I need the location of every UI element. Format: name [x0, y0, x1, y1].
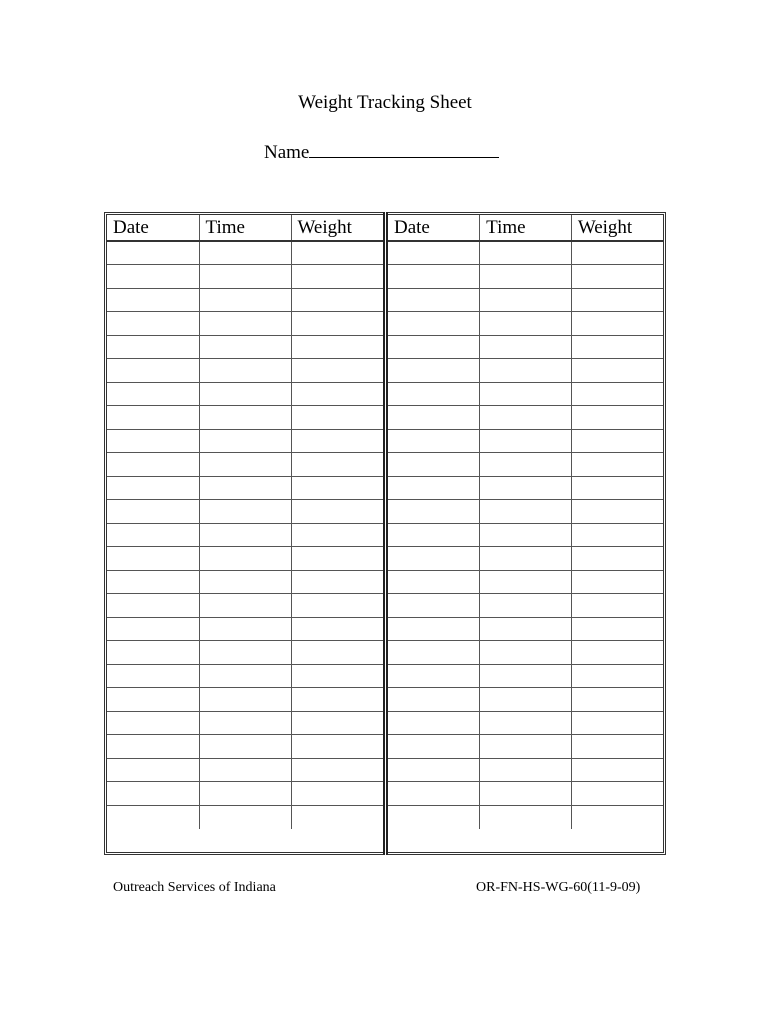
date-cell[interactable]: [107, 335, 199, 359]
date-cell[interactable]: [388, 641, 480, 665]
date-cell[interactable]: [107, 711, 199, 735]
table-row: [107, 265, 383, 289]
date-cell[interactable]: [388, 429, 480, 453]
table-row: [388, 735, 663, 759]
table-row: [107, 758, 383, 782]
weight-cell[interactable]: [571, 335, 663, 359]
time-cell[interactable]: [199, 406, 291, 430]
table-row: [388, 453, 663, 477]
date-cell[interactable]: [107, 570, 199, 594]
date-cell[interactable]: [107, 406, 199, 430]
date-cell[interactable]: [107, 476, 199, 500]
table-row: [107, 500, 383, 524]
date-cell[interactable]: [107, 782, 199, 806]
weight-cell[interactable]: [571, 617, 663, 641]
date-cell[interactable]: [388, 594, 480, 618]
time-cell[interactable]: [199, 688, 291, 712]
date-cell[interactable]: [107, 288, 199, 312]
date-cell[interactable]: [388, 312, 480, 336]
weight-cell[interactable]: [291, 758, 383, 782]
time-cell[interactable]: [199, 453, 291, 477]
right-table: [388, 215, 663, 829]
time-cell[interactable]: [480, 570, 572, 594]
weight-cell[interactable]: [291, 782, 383, 806]
weight-cell[interactable]: [291, 312, 383, 336]
weight-cell[interactable]: [291, 359, 383, 383]
weight-cell[interactable]: [291, 500, 383, 524]
table-row: [107, 241, 383, 265]
time-cell[interactable]: [199, 711, 291, 735]
table-row: [107, 641, 383, 665]
weight-cell[interactable]: [291, 594, 383, 618]
time-cell[interactable]: [199, 500, 291, 524]
table-row: [107, 382, 383, 406]
table-row: [107, 664, 383, 688]
tracking-table: [104, 212, 666, 855]
date-cell[interactable]: [388, 453, 480, 477]
weight-cell[interactable]: [571, 758, 663, 782]
table-row: [107, 735, 383, 759]
weight-cell[interactable]: [291, 288, 383, 312]
table-right-half: [388, 215, 663, 852]
time-cell[interactable]: [199, 382, 291, 406]
table-row: [388, 688, 663, 712]
weight-cell[interactable]: [291, 476, 383, 500]
table-row: [388, 594, 663, 618]
time-cell[interactable]: [480, 664, 572, 688]
page-title: Weight Tracking Sheet: [298, 92, 472, 113]
weight-cell[interactable]: [571, 805, 663, 829]
weight-cell[interactable]: [291, 429, 383, 453]
time-cell[interactable]: [480, 782, 572, 806]
date-cell[interactable]: [388, 735, 480, 759]
table-row: [388, 782, 663, 806]
date-cell[interactable]: [388, 500, 480, 524]
time-cell[interactable]: [199, 805, 291, 829]
time-cell[interactable]: [199, 476, 291, 500]
date-cell[interactable]: [107, 547, 199, 571]
table-row: [388, 617, 663, 641]
weight-cell[interactable]: [291, 547, 383, 571]
table-row: [107, 805, 383, 829]
weight-cell[interactable]: [291, 523, 383, 547]
weight-cell[interactable]: [571, 288, 663, 312]
date-cell[interactable]: [107, 735, 199, 759]
date-cell[interactable]: [107, 265, 199, 289]
time-cell[interactable]: [480, 594, 572, 618]
date-cell[interactable]: [107, 664, 199, 688]
table-row: [107, 594, 383, 618]
time-cell[interactable]: [199, 335, 291, 359]
time-cell[interactable]: [480, 453, 572, 477]
date-cell[interactable]: [107, 429, 199, 453]
table-row: [388, 476, 663, 500]
weight-cell[interactable]: [291, 688, 383, 712]
time-cell[interactable]: [199, 617, 291, 641]
weight-cell[interactable]: [571, 429, 663, 453]
weight-cell[interactable]: [291, 617, 383, 641]
date-cell[interactable]: [107, 758, 199, 782]
time-cell[interactable]: [480, 265, 572, 289]
date-cell[interactable]: [388, 335, 480, 359]
date-cell[interactable]: [388, 570, 480, 594]
column-header-date: Date: [107, 215, 199, 241]
time-cell[interactable]: [480, 735, 572, 759]
date-cell[interactable]: [107, 617, 199, 641]
weight-cell[interactable]: [291, 570, 383, 594]
table-row: [388, 758, 663, 782]
time-cell[interactable]: [480, 312, 572, 336]
table-row: [388, 288, 663, 312]
weight-cell[interactable]: [571, 782, 663, 806]
table-row: [107, 453, 383, 477]
time-cell[interactable]: [199, 735, 291, 759]
weight-cell[interactable]: [571, 312, 663, 336]
weight-cell[interactable]: [571, 547, 663, 571]
date-cell[interactable]: [388, 476, 480, 500]
time-cell[interactable]: [199, 664, 291, 688]
weight-cell[interactable]: [571, 476, 663, 500]
table-row: [107, 429, 383, 453]
table-row: [388, 359, 663, 383]
time-cell[interactable]: [480, 617, 572, 641]
table-row: [107, 288, 383, 312]
weight-cell[interactable]: [571, 664, 663, 688]
time-cell[interactable]: [480, 641, 572, 665]
table-row: [388, 265, 663, 289]
time-cell[interactable]: [480, 382, 572, 406]
date-cell[interactable]: [388, 265, 480, 289]
date-cell[interactable]: [107, 594, 199, 618]
time-cell[interactable]: [199, 429, 291, 453]
table-row: [388, 547, 663, 571]
date-cell[interactable]: [388, 805, 480, 829]
weight-cell[interactable]: [291, 735, 383, 759]
table-row: [388, 664, 663, 688]
column-header-date: Date: [388, 215, 480, 241]
name-field: [264, 141, 499, 164]
weight-cell[interactable]: [291, 641, 383, 665]
date-cell[interactable]: [107, 500, 199, 524]
header-row: [388, 215, 663, 241]
time-cell[interactable]: [199, 641, 291, 665]
time-cell[interactable]: [480, 429, 572, 453]
time-cell[interactable]: [199, 782, 291, 806]
time-cell[interactable]: [199, 359, 291, 383]
weight-cell[interactable]: [571, 594, 663, 618]
weight-cell[interactable]: [571, 241, 663, 265]
weight-cell[interactable]: [571, 359, 663, 383]
time-cell[interactable]: [480, 547, 572, 571]
table-row: [388, 570, 663, 594]
time-cell[interactable]: [199, 312, 291, 336]
time-cell[interactable]: [480, 288, 572, 312]
table-row: [107, 476, 383, 500]
weight-cell[interactable]: [571, 382, 663, 406]
column-header-time: Time: [199, 215, 291, 241]
date-cell[interactable]: [388, 782, 480, 806]
time-cell[interactable]: [199, 570, 291, 594]
time-cell[interactable]: [480, 359, 572, 383]
table-row: [107, 406, 383, 430]
name-blank-line[interactable]: [309, 141, 499, 158]
weight-cell[interactable]: [571, 500, 663, 524]
time-cell[interactable]: [480, 523, 572, 547]
date-cell[interactable]: [388, 547, 480, 571]
date-cell[interactable]: [388, 382, 480, 406]
time-cell[interactable]: [480, 805, 572, 829]
time-cell[interactable]: [199, 241, 291, 265]
date-cell[interactable]: [107, 523, 199, 547]
table-row: [388, 241, 663, 265]
table-row: [388, 429, 663, 453]
table-row: [107, 312, 383, 336]
date-cell[interactable]: [107, 805, 199, 829]
date-cell[interactable]: [388, 523, 480, 547]
name-label: Name: [264, 142, 310, 163]
table-row: [388, 500, 663, 524]
time-cell[interactable]: [480, 500, 572, 524]
date-cell[interactable]: [388, 241, 480, 265]
table-row: [107, 523, 383, 547]
weight-cell[interactable]: [571, 453, 663, 477]
table-row: [107, 711, 383, 735]
date-cell[interactable]: [388, 617, 480, 641]
weight-cell[interactable]: [571, 406, 663, 430]
weight-cell[interactable]: [291, 805, 383, 829]
time-cell[interactable]: [199, 265, 291, 289]
weight-cell[interactable]: [291, 453, 383, 477]
header-row: [107, 215, 383, 241]
table-row: [107, 359, 383, 383]
time-cell[interactable]: [480, 476, 572, 500]
weight-cell[interactable]: [571, 735, 663, 759]
organization-footer: Outreach Services of Indiana: [113, 880, 276, 895]
time-cell[interactable]: [199, 523, 291, 547]
time-cell[interactable]: [199, 758, 291, 782]
table-row: [388, 335, 663, 359]
table-row: [388, 523, 663, 547]
date-cell[interactable]: [107, 241, 199, 265]
column-header-time: Time: [480, 215, 572, 241]
weight-cell[interactable]: [291, 265, 383, 289]
date-cell[interactable]: [107, 641, 199, 665]
weight-cell[interactable]: [571, 570, 663, 594]
date-cell[interactable]: [388, 406, 480, 430]
table-row: [107, 688, 383, 712]
weight-cell[interactable]: [571, 688, 663, 712]
date-cell[interactable]: [107, 453, 199, 477]
date-cell[interactable]: [388, 288, 480, 312]
date-cell[interactable]: [388, 758, 480, 782]
date-cell[interactable]: [107, 359, 199, 383]
time-cell[interactable]: [199, 594, 291, 618]
weight-cell[interactable]: [291, 241, 383, 265]
weight-cell[interactable]: [571, 523, 663, 547]
date-cell[interactable]: [388, 688, 480, 712]
time-cell[interactable]: [480, 335, 572, 359]
time-cell[interactable]: [480, 711, 572, 735]
time-cell[interactable]: [480, 406, 572, 430]
weight-cell[interactable]: [291, 382, 383, 406]
table-row: [388, 382, 663, 406]
date-cell[interactable]: [388, 359, 480, 383]
weight-cell[interactable]: [571, 641, 663, 665]
weight-cell[interactable]: [571, 265, 663, 289]
table-row: [107, 570, 383, 594]
date-cell[interactable]: [107, 688, 199, 712]
time-cell[interactable]: [199, 547, 291, 571]
date-cell[interactable]: [388, 664, 480, 688]
time-cell[interactable]: [480, 688, 572, 712]
table-row: [107, 782, 383, 806]
left-table: [107, 215, 383, 829]
date-cell[interactable]: [107, 382, 199, 406]
table-row: [388, 312, 663, 336]
weight-cell[interactable]: [291, 664, 383, 688]
table-row: [388, 406, 663, 430]
date-cell[interactable]: [388, 711, 480, 735]
column-header-weight: Weight: [291, 215, 383, 241]
table-left-half: [107, 215, 383, 852]
weight-cell[interactable]: [291, 406, 383, 430]
table-row: [107, 335, 383, 359]
date-cell[interactable]: [107, 312, 199, 336]
time-cell[interactable]: [480, 758, 572, 782]
column-header-weight: Weight: [571, 215, 663, 241]
weight-cell[interactable]: [291, 335, 383, 359]
table-row: [107, 617, 383, 641]
form-code-footer: OR-FN-HS-WG-60(11-9-09): [476, 880, 641, 895]
table-row: [388, 805, 663, 829]
weight-cell[interactable]: [571, 711, 663, 735]
time-cell[interactable]: [480, 241, 572, 265]
table-row: [388, 641, 663, 665]
table-row: [107, 547, 383, 571]
time-cell[interactable]: [199, 288, 291, 312]
weight-cell[interactable]: [291, 711, 383, 735]
table-row: [388, 711, 663, 735]
